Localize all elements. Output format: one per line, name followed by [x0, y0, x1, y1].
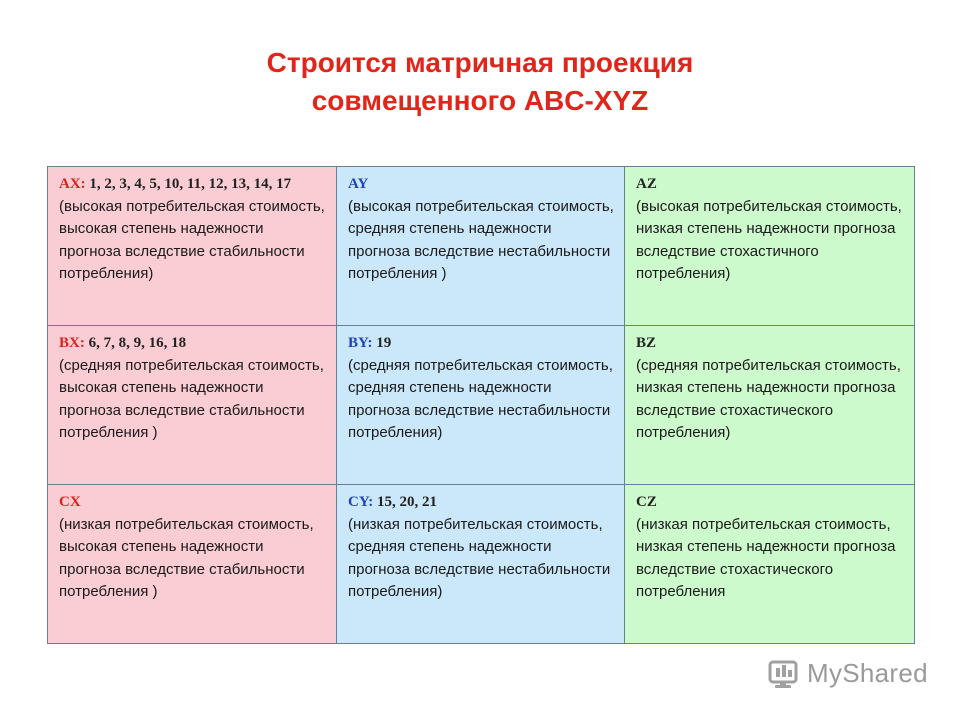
cell-items: 6, 7, 8, 9, 16, 18: [84, 335, 187, 351]
slide-title: [0, 44, 960, 120]
cell-cz: [625, 485, 915, 644]
cell-code: CY:: [348, 494, 374, 510]
matrix-row-a: [48, 167, 915, 326]
cell-description: (низкая потребительская стоимость, средняя степень надежности прогноза вследствие нестабильности потребления): [348, 515, 611, 600]
cell-cx: [48, 485, 337, 644]
cell-code: BY:: [348, 335, 373, 351]
cell-code: AZ: [636, 176, 657, 192]
cell-description: (высокая потребительская стоимость, средняя степень надежности прогноза вследствие нестабильности потребления ): [348, 197, 614, 282]
cell-cy: [337, 485, 625, 644]
cell-items: 19: [372, 335, 392, 351]
cell-bx: [48, 326, 337, 485]
cell-code: AX:: [59, 176, 86, 192]
cell-code: BZ: [636, 335, 657, 351]
cell-items: 1, 2, 3, 4, 5, 10, 11, 12, 13, 14, 17: [85, 176, 292, 192]
cell-description: (высокая потребительская стоимость, высокая степень надежности прогноза вследствие стабильности потребления): [59, 197, 325, 282]
abc-xyz-matrix: [47, 166, 915, 644]
cell-description: (низкая потребительская стоимость, высокая степень надежности прогноза вследствие стабильности потребления ): [59, 515, 314, 600]
myshared-logo-text: MyShared: [807, 657, 928, 688]
cell-bz: [625, 326, 915, 485]
myshared-watermark: [767, 657, 928, 689]
cell-description: (средняя потребительская стоимость, высокая степень надежности прогноза вследствие стабильности потребления ): [59, 356, 324, 441]
cell-code: AY: [348, 176, 369, 192]
matrix-row-c: [48, 485, 915, 644]
cell-by: [337, 326, 625, 485]
cell-az: [625, 167, 915, 326]
cell-description: (средняя потребительская стоимость, средняя степень надежности прогноза вследствие нестабильности потребления): [348, 356, 613, 441]
cell-code: CZ: [636, 494, 657, 510]
slide-title-line-2: совмещенного ABC-XYZ: [311, 85, 649, 116]
matrix-row-b: [48, 326, 915, 485]
myshared-logo-icon: [767, 657, 801, 689]
cell-description: (средняя потребительская стоимость, низкая степень надежности прогноза вследствие стохастического потребления): [636, 356, 901, 441]
cell-code: CX: [59, 494, 81, 510]
cell-description: (низкая потребительская стоимость, низкая степень надежности прогноза вследствие стохастического потребления: [636, 515, 896, 600]
cell-items: 15, 20, 21: [373, 494, 438, 510]
cell-code: BX:: [59, 335, 85, 351]
cell-ax: [48, 167, 337, 326]
slide-title-line-1: Строится матричная проекция: [266, 47, 694, 78]
cell-description: (высокая потребительская стоимость, низкая степень надежности прогноза вследствие стохастичного потребления): [636, 197, 902, 282]
cell-ay: [337, 167, 625, 326]
